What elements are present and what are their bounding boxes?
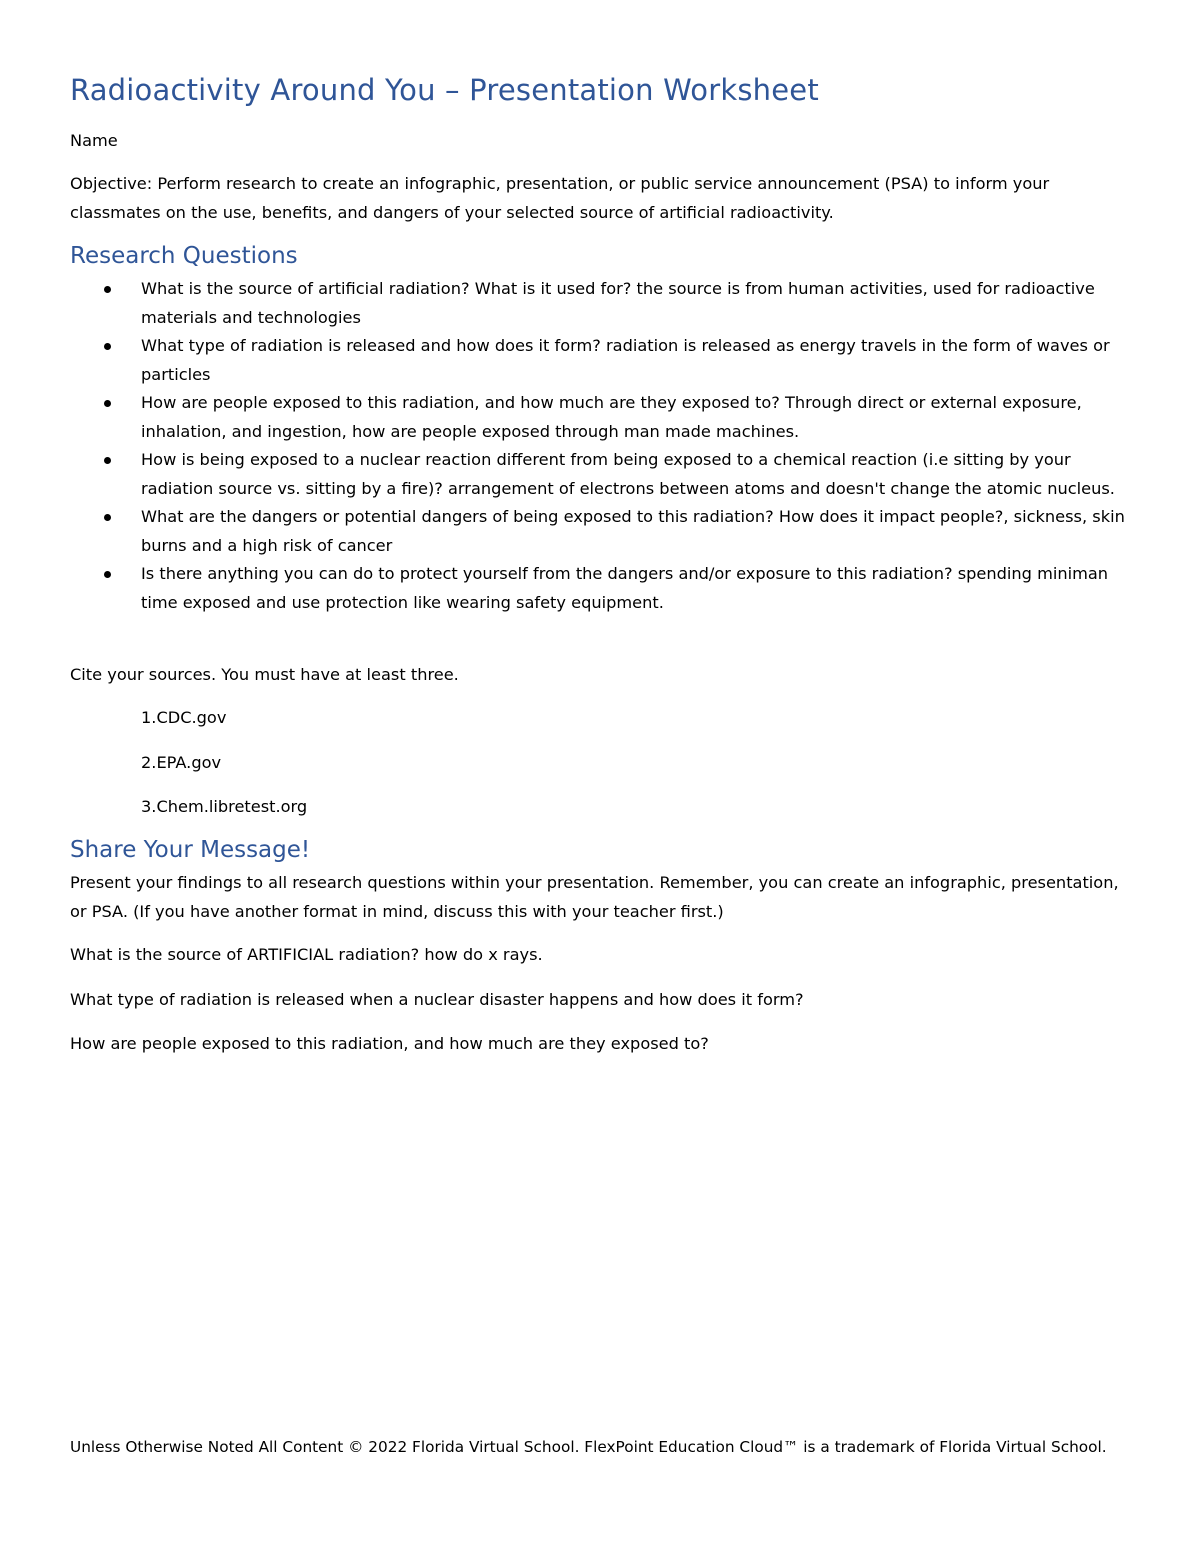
source-item: 3.Chem.libretest.org [141,797,308,816]
bullet-icon [104,286,111,293]
research-question-text: Is there anything you can do to protect yourself from the dangers and/or exposure to this radiation? spending miniman time exposed and use protection like wearing safety equipment. [141,564,1109,612]
bullet-icon [104,514,111,521]
bullet-icon [104,400,111,407]
list-item [70,332,1132,389]
cite-sources-instruction: Cite your sources. You must have at least three. [70,665,459,684]
list-item [70,275,1132,332]
copyright-footer: Unless Otherwise Noted All Content © 2022 Florida Virtual School. FlexPoint Education Cloud™ is a trademark of Florida Virtual School. [70,1438,1107,1456]
list-item [70,446,1132,503]
objective-paragraph: Objective: Perform research to create an infographic, presentation, or public service announcement (PSA) to inform your classmates on the use, benefits, and dangers of your selected source of artificial radioactivity. [70,174,1050,222]
research-question-text: How are people exposed to this radiation, and how much are they exposed to? Through direct or external exposure, inhalation, and ingestion, how are people exposed through man made machines. [141,393,1082,441]
research-question-text: What are the dangers or potential dangers of being exposed to this radiation? How does it impact people?, sickness, skin burns and a high risk of cancer [141,507,1125,555]
research-question-text: What type of radiation is released and how does it form? radiation is released as energy travels in the form of waves or particles [141,336,1110,384]
present-findings-paragraph: Present your findings to all research questions within your presentation. Remember, you can create an infographic, presentation, or PSA. (If you have another format in mind, discuss this with your teacher first.) [70,873,1119,921]
list-item [70,560,1132,617]
bullet-icon [104,457,111,464]
share-question: What is the source of ARTIFICIAL radiation? how do x rays. [70,945,543,964]
worksheet-page [70,0,1132,1553]
source-item: 2.EPA.gov [141,753,222,772]
research-question-text: How is being exposed to a nuclear reaction different from being exposed to a chemical reaction (i.e sitting by your radiation source vs. sitting by a fire)? arrangement of electrons between atoms and doesn't change the atomic nucleus. [141,450,1115,498]
bullet-icon [104,571,111,578]
share-question: What type of radiation is released when a nuclear disaster happens and how does it form? [70,990,804,1009]
share-message-heading: Share Your Message! [70,837,311,863]
research-questions-heading: Research Questions [70,243,298,269]
list-item [70,503,1132,560]
bullet-icon [104,343,111,350]
page-title: Radioactivity Around You – Presentation Worksheet [70,73,819,107]
research-question-text: What is the source of artificial radiation? What is it used for? the source is from human activities, used for radioactive materials and technologies [141,279,1095,327]
source-item: 1.CDC.gov [141,708,227,727]
research-questions-list [70,275,1132,617]
name-label: Name [70,131,118,150]
list-item [70,389,1132,446]
share-question: How are people exposed to this radiation, and how much are they exposed to? [70,1034,709,1053]
